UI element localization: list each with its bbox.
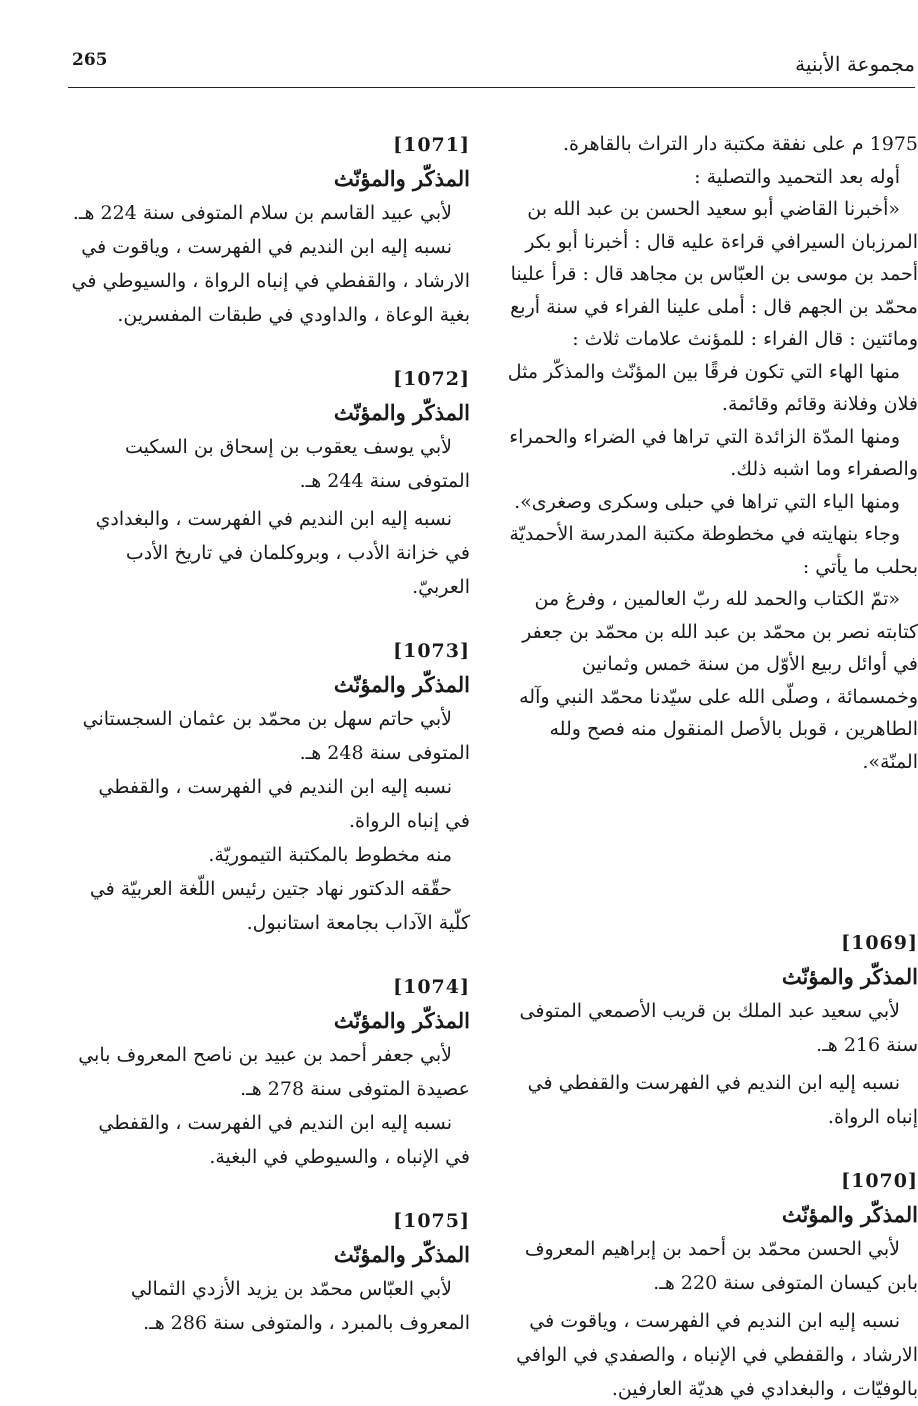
entry-number: [1073] <box>393 640 470 662</box>
entry-title: المذكّر والمؤنّث <box>333 1242 470 1267</box>
intro-paragraph: منها الهاء التي تكون فرقًا بين المؤنّث والمذكّر مثل فلان وفلانة وقائم وقائمة. <box>507 360 918 415</box>
entry-1073 <box>68 634 470 940</box>
left-column <box>68 128 470 1340</box>
entry-1074 <box>68 970 470 1174</box>
entry-title: المذكّر والمؤنّث <box>781 964 918 989</box>
entry-paragraph: لأبي جعفر أحمد بن عبيد بن ناصح المعروف بابي عصيدة المتوفى سنة 278 هـ. <box>78 1044 470 1100</box>
entry-1069 <box>496 926 918 1134</box>
entry-paragraph: لأبي عبيد القاسم بن سلام المتوفى سنة 224 هـ. <box>72 202 452 224</box>
entry-title: المذكّر والمؤنّث <box>333 400 470 425</box>
entry-paragraph: حقّقه الدكتور نهاد جتين رئيس اللّغة العربيّة في كلّية الآداب بجامعة استانبول. <box>89 878 470 934</box>
entry-paragraph: نسبه إليه ابن النديم في الفهرست والقفطي في إنباه الرواة. <box>527 1072 918 1128</box>
intro-paragraph: «أخبرنا القاضي أبو سعيد الحسن بن عبد الله بن المرزبان السيرافي قراءة عليه قال : أخبرنا أبو بكر أحمد بن موسى بن العبّاس بن مجاهد قال : قرأ علينا محمّد بن الجهم قال : أملى علينا الفراء في سنة أربع ومائتين : قال الفراء : للمؤنث علامات ثلاث : <box>510 198 918 350</box>
right-column <box>496 128 918 1406</box>
entry-title: المذكّر والمؤنّث <box>333 166 470 191</box>
entry-number: [1075] <box>393 1210 470 1232</box>
entry-paragraph: منه مخطوط بالمكتبة التيموريّة. <box>208 844 452 866</box>
entry-paragraph: نسبه إليه ابن النديم في الفهرست ، وياقوت في الارشاد ، والقفطي في الإنباه ، والصفدي في الوافي بالوفيّات ، والبغدادي في هديّة العارفين. <box>516 1310 918 1400</box>
entry-title: المذكّر والمؤنّث <box>333 672 470 697</box>
entry-number: [1070] <box>841 1170 918 1192</box>
page-number: 265 <box>72 50 108 70</box>
entry-paragraph: لأبي سعيد عبد الملك بن قريب الأصمعي المتوفى سنة 216 هـ. <box>519 1000 918 1056</box>
entry-paragraph: نسبه إليه ابن النديم في الفهرست ، وياقوت في الارشاد ، والقفطي في إنباه الرواة ، والسيوطي في بغية الوعاة ، والداودي في طبقات المفسرين. <box>71 236 470 326</box>
intro-paragraph: «تمّ الكتاب والحمد لله ربّ العالمين ، وفرغ من كتابته نصر بن محمّد بن عبد الله بن محمّد بن جعفر في أوائل ربيع الأوّل من سنة خمس وثمانين وخمسمائة ، وصلّى الله على سيّدنا محمّد النبي وآله الطاهرين ، قوبل بالأصل المنقول منه فصح ولله المنّة». <box>519 588 918 773</box>
entry-paragraph: لأبي يوسف يعقوب بن إسحاق بن السكيت المتوفى سنة 244 هـ. <box>124 436 470 492</box>
entry-paragraph: لأبي العبّاس محمّد بن يزيد الأزدي الثمالي المعروف بالمبرد ، والمتوفى سنة 286 هـ. <box>130 1278 470 1334</box>
intro-paragraph: 1975 م على نفقة مكتبة دار التراث بالقاهرة. <box>562 133 918 155</box>
entry-number: [1072] <box>393 368 470 390</box>
entry-paragraph: نسبه إليه ابن النديم في الفهرست ، والقفطي في إنباه الرواة. <box>98 776 470 832</box>
entry-number: [1074] <box>393 976 470 998</box>
entry-paragraph: نسبه إليه ابن النديم في الفهرست ، والبغدادي في خزانة الأدب ، وبروكلمان في تاريخ الأدب العربيّ. <box>95 508 470 598</box>
entry-title: المذكّر والمؤنّث <box>333 1008 470 1033</box>
entry-number: [1071] <box>393 134 470 156</box>
intro-block <box>496 128 918 778</box>
entry-1070 <box>496 1164 918 1406</box>
entry-1071 <box>68 128 470 332</box>
entry-title: المذكّر والمؤنّث <box>781 1202 918 1227</box>
entry-1075 <box>68 1204 470 1340</box>
entry-paragraph: لأبي حاتم سهل بن محمّد بن عثمان السجستاني المتوفى سنة 248 هـ. <box>82 708 470 764</box>
running-title: مجموعة الأبنية <box>795 52 915 76</box>
header-rule <box>68 87 915 88</box>
intro-paragraph: ومنها المدّة الزائدة التي تراها في الضراء والحمراء والصفراء وما اشبه ذلك. <box>509 425 918 480</box>
entry-1072 <box>68 362 470 604</box>
intro-paragraph: وجاء بنهايته في مخطوطة مكتبة المدرسة الأحمديّة بحلب ما يأتي : <box>509 523 918 578</box>
entry-number: [1069] <box>841 932 918 954</box>
entry-paragraph: لأبي الحسن محمّد بن أحمد بن إبراهيم المعروف بابن كيسان المتوفى سنة 220 هـ. <box>524 1238 918 1294</box>
intro-paragraph: ومنها الياء التي تراها في حبلى وسكرى وصغرى». <box>514 490 900 513</box>
intro-paragraph: أوله بعد التحميد والتصلية : <box>694 165 900 188</box>
entry-paragraph: نسبه إليه ابن النديم في الفهرست ، والقفطي في الإنباه ، والسيوطي في البغية. <box>98 1112 470 1168</box>
